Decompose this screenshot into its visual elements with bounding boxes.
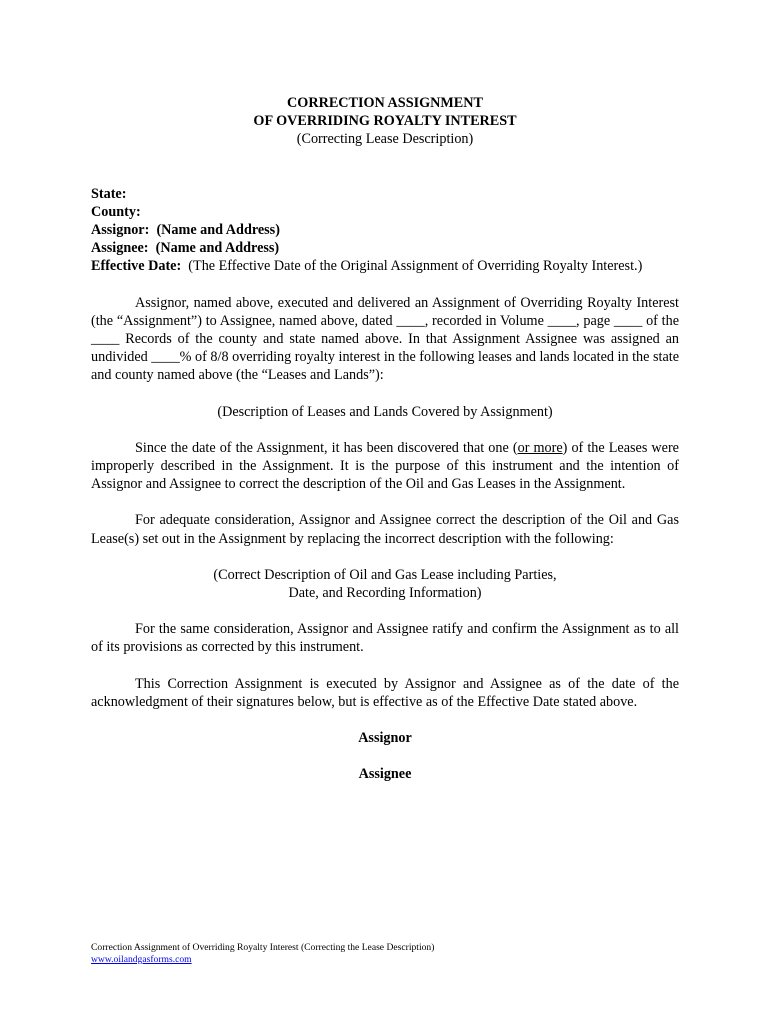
assignor-signature-heading: Assignor	[358, 730, 412, 747]
title-block	[91, 94, 679, 149]
discovery-text-before: Since the date of the Assignment, it has been discovered that one (	[135, 439, 518, 456]
footer-caption: Correction Assignment of Overriding Royalty Interest (Correcting the Lease Description)	[91, 942, 435, 953]
discovery-text-after: ) of the Leases were improperly described in the Assignment. It is the purpose of this instrument and the intention of Assignor and Assignee to correct the description of the Oil and Gas Leases in the Assignment.	[91, 439, 679, 493]
footer-website-link[interactable]: www.oilandgasforms.com	[91, 954, 192, 965]
paragraph-recital: Assignor, named above, executed and delivered an Assignment of Overriding Royalty Interest (the “Assignment”) to Assignee, named above, dated ____, recorded in Volume ____, page ____ of the ____ Records of the county and state named above. In that Assignment Assignee was assigned an undivided ____% of 8/8 overriding royalty interest in the following leases and lands located in the state and county named above (the “Leases and Lands”):	[91, 294, 679, 384]
paragraph-ratify: For the same consideration, Assignor and Assignee ratify and confirm the Assignment as to all of its provisions as corrected by this instrument.	[91, 621, 679, 656]
party-fields	[91, 185, 679, 276]
or-more-underlined: or more	[517, 439, 563, 456]
county-label: County:	[91, 203, 141, 220]
paragraph-discovery	[91, 439, 679, 494]
effective-date-value: (The Effective Date of the Original Assignment of Overriding Royalty Interest.)	[188, 258, 643, 275]
assignee-label: Assignee:	[91, 240, 149, 257]
correct-description-line-1: (Correct Description of Oil and Gas Lease including Parties,	[213, 566, 557, 583]
assignee-signature-heading: Assignee	[358, 766, 412, 783]
correct-description-placeholder	[91, 566, 679, 602]
assignee-field	[91, 239, 679, 257]
subtitle: (Correcting Lease Description)	[296, 131, 474, 148]
assignor-label: Assignor:	[91, 222, 150, 239]
leases-description-placeholder: (Description of Leases and Lands Covered by Assignment)	[217, 403, 553, 420]
title-line-1: CORRECTION ASSIGNMENT	[287, 95, 483, 111]
assignee-value: (Name and Address)	[155, 240, 280, 257]
title-line-2: OF OVERRIDING ROYALTY INTEREST	[253, 113, 517, 130]
paragraph-execution: This Correction Assignment is executed by Assignor and Assignee as of the date of the acknowledgment of their signatures below, but is effective as of the Effective Date stated above.	[91, 675, 679, 710]
effective-date-field	[91, 257, 679, 275]
state-label: State:	[91, 185, 127, 202]
page-footer	[91, 942, 434, 966]
document-body	[91, 94, 679, 783]
correct-description-line-2: Date, and Recording Information)	[288, 585, 482, 602]
paragraph-correction: For adequate consideration, Assignor and Assignee correct the description of the Oil and Gas Lease(s) set out in the Assignment by replacing the incorrect description with the following:	[91, 512, 679, 547]
assignor-value: (Name and Address)	[156, 222, 280, 239]
effective-date-label: Effective Date:	[91, 258, 182, 275]
assignor-field	[91, 221, 679, 239]
